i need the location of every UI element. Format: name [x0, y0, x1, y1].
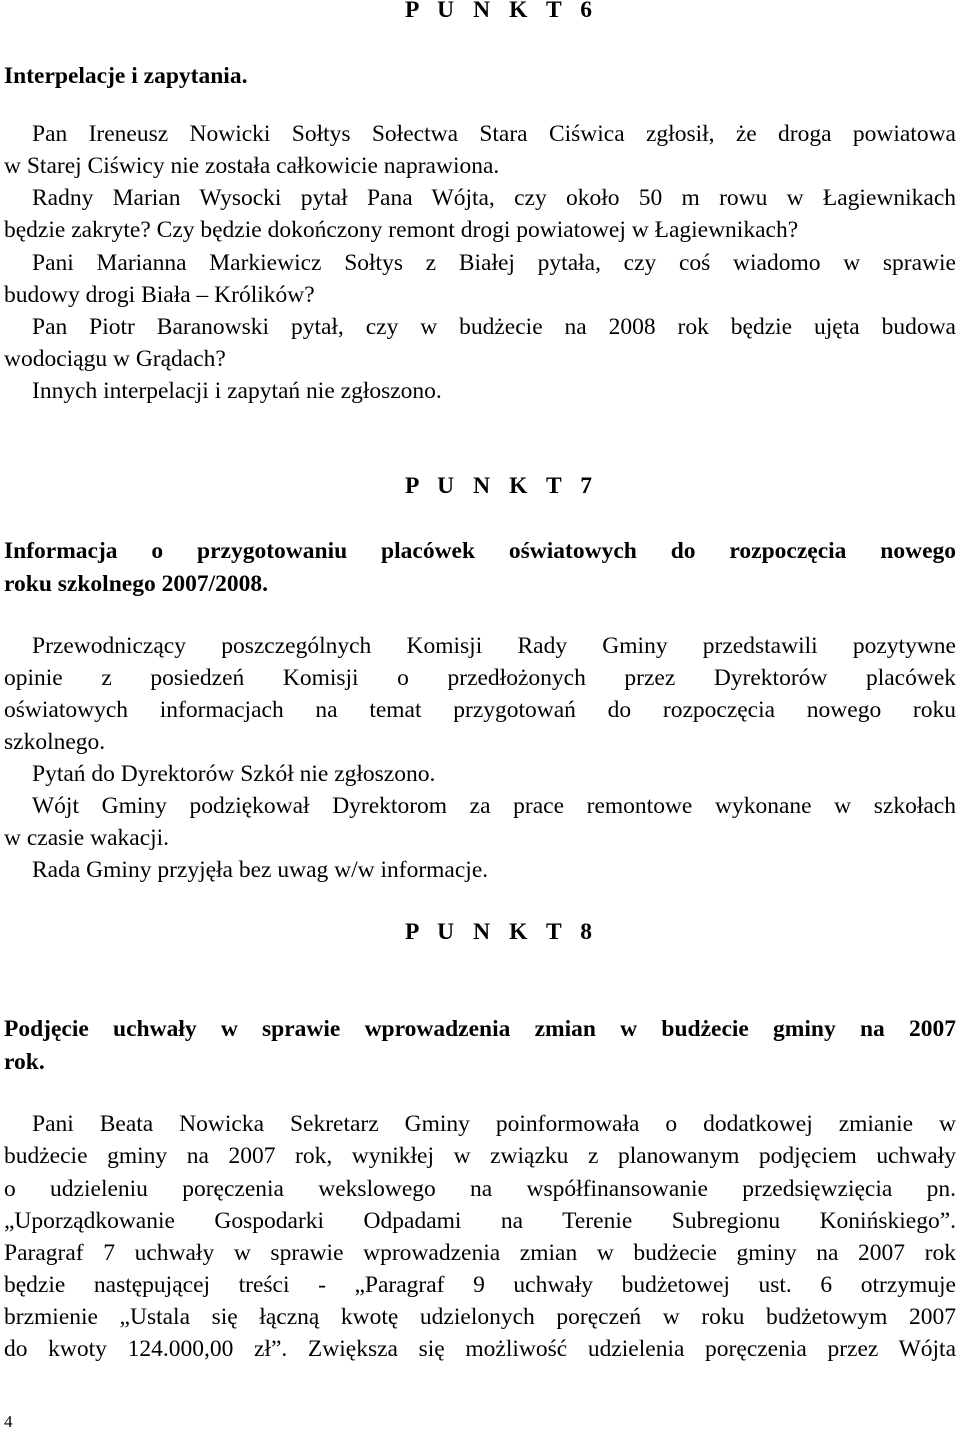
paragraph-line: Wójt Gminy podziękował Dyrektorom za prace remontowe wykonane w szkołach [32, 793, 956, 819]
section-heading-punkt-6: P U N K T 6 [405, 0, 599, 23]
paragraph-line: „Uporządkowanie Gospodarki Odpadami na Terenie Subregionu Konińskiego”. [4, 1208, 956, 1234]
paragraph-line: Przewodniczący poszczególnych Komisji Rady Gminy przedstawili pozytywne [32, 633, 956, 659]
section-title-punkt-7-line: Informacja o przygotowaniu placówek oświatowych do rozpoczęcia nowego [4, 538, 956, 564]
section-heading-punkt-7: P U N K T 7 [405, 473, 599, 499]
paragraph-line: Pani Beata Nowicka Sekretarz Gminy poinformowała o dodatkowej zmianie w [32, 1111, 956, 1137]
paragraph-line: będzie następującej treści - „Paragraf 9 uchwały budżetowej ust. 6 otrzymuje [4, 1272, 956, 1298]
paragraph-line: w czasie wakacji. [4, 825, 170, 851]
paragraph-line: będzie zakryte? Czy będzie dokończony remont drogi powiatowej w Łagiewnikach? [4, 217, 799, 243]
paragraph-line: Radny Marian Wysocki pytał Pana Wójta, czy około 50 m rowu w Łagiewnikach [32, 185, 956, 211]
paragraph-line: Pytań do Dyrektorów Szkół nie zgłoszono. [32, 761, 436, 787]
paragraph-line: budżecie gminy na 2007 rok, wynikłej w związku z planowanym podjęciem uchwały [4, 1143, 956, 1169]
section-heading-punkt-8: P U N K T 8 [405, 919, 599, 945]
paragraph-line: Pan Piotr Baranowski pytał, czy w budżecie na 2008 rok będzie ujęta budowa [32, 314, 956, 340]
paragraph-line: Rada Gminy przyjęła bez uwag w/w informacje. [32, 857, 489, 883]
paragraph-line: Pani Marianna Markiewicz Sołtys z Białej pytała, czy coś wiadomo w sprawie [32, 250, 956, 276]
paragraph-line: oświatowych informacjach na temat przygotowań do rozpoczęcia nowego roku [4, 697, 956, 723]
paragraph-line: do kwoty 124.000,00 zł”. Zwiększa się możliwość udzielenia poręczenia przez Wójta [4, 1336, 956, 1362]
section-title-punkt-8-line: rok. [4, 1049, 45, 1075]
paragraph-line: o udzieleniu poręczenia wekslowego na współfinansowanie przedsięwzięcia pn. [4, 1176, 956, 1202]
paragraph-line: brzmienie „Ustala się łączną kwotę udzielonych poręczeń w roku budżetowym 2007 [4, 1304, 956, 1330]
paragraph-line: opinie z posiedzeń Komisji o przedłożonych przez Dyrektorów placówek [4, 665, 956, 691]
paragraph-line: budowy drogi Biała – Królików? [4, 282, 315, 308]
paragraph-line: szkolnego. [4, 729, 106, 755]
section-title-punkt-7-line: roku szkolnego 2007/2008. [4, 571, 268, 597]
paragraph-line: w Starej Ciświcy nie została całkowicie naprawiona. [4, 153, 500, 179]
paragraph-line: Innych interpelacji i zapytań nie zgłoszono. [32, 378, 442, 404]
paragraph-line: Pan Ireneusz Nowicki Sołtys Sołectwa Stara Ciświca zgłosił, że droga powiatowa [32, 121, 956, 147]
page-number: 4 [4, 1412, 13, 1431]
section-title-punkt-6: Interpelacje i zapytania. [4, 63, 248, 89]
paragraph-line: wodociągu w Grądach? [4, 346, 226, 372]
section-title-punkt-8-line: Podjęcie uchwały w sprawie wprowadzenia zmian w budżecie gminy na 2007 [4, 1016, 956, 1042]
paragraph-line: Paragraf 7 uchwały w sprawie wprowadzenia zmian w budżecie gminy na 2007 rok [4, 1240, 956, 1266]
